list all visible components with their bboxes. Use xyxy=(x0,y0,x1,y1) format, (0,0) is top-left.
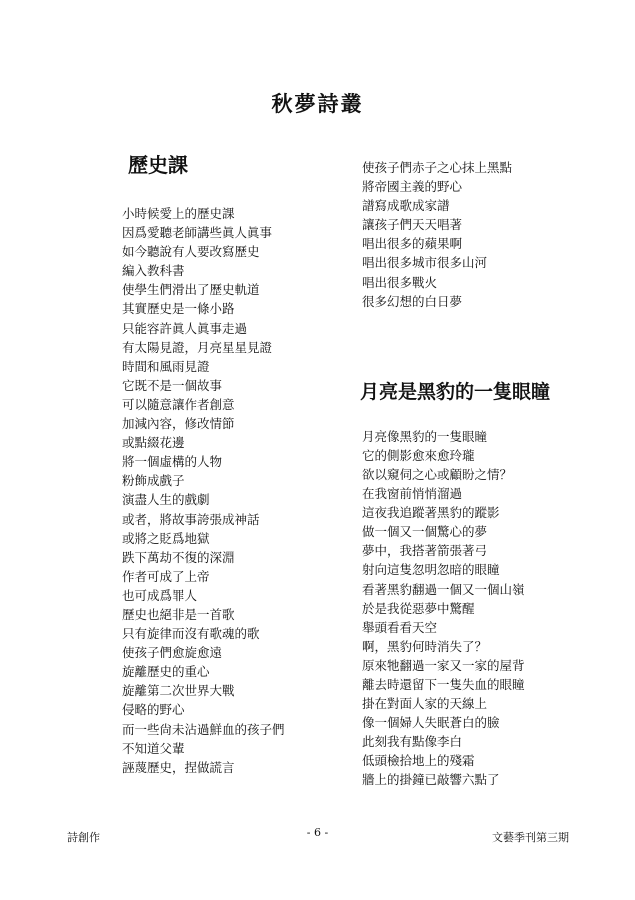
poem-line: 演盡人生的戲劇 xyxy=(122,492,210,508)
poem-line: 牆上的掛鐘已敲響六點了 xyxy=(362,772,500,788)
poem-line: 於是我從惡夢中驚醒 xyxy=(362,600,475,616)
poem-line: 做一個又一個驚心的夢 xyxy=(362,524,488,540)
poem-line: 看著黑豹翻過一個又一個山嶺 xyxy=(362,581,525,597)
poem-line: 歷史也絕非是一首歌 xyxy=(122,606,235,622)
poem-line: 欲以窺伺之心或顧盼之情？ xyxy=(362,466,513,482)
poem-line: 或者，將故事誇張成神話 xyxy=(122,511,260,527)
poem-line: 也可成爲罪人 xyxy=(122,587,198,603)
poem-line: 侵略的野心 xyxy=(122,702,185,718)
poem-line: 不知道父輩 xyxy=(122,740,185,756)
poem-line: 使孩子們愈旋愈遠 xyxy=(122,645,223,661)
poem-line: 而一些尙未沾過鮮血的孩子們 xyxy=(122,721,285,737)
poem-line: 作者可成了上帝 xyxy=(122,568,210,584)
poem-line: 唱出很多的蘋果啊 xyxy=(362,236,463,252)
column-right xyxy=(362,158,602,790)
footer-page-number: - 6 - xyxy=(306,826,329,839)
poem-line: 編入教科書 xyxy=(122,263,185,279)
poem-line: 在我窗前悄悄溜過 xyxy=(362,486,463,502)
poem-line: 其實歷史是一條小路 xyxy=(122,301,235,317)
poem-line: 夢中，我搭著箭張著弓 xyxy=(362,543,488,559)
poem-moon-panther-lines xyxy=(362,427,602,790)
poem-line: 月亮像黑豹的一隻眼瞳 xyxy=(362,428,488,444)
poem-line: 射向這隻忽明忽暗的眼瞳 xyxy=(362,562,500,578)
poem-line: 讓孩子們天天唱著 xyxy=(362,217,463,233)
poem-line: 時間和風雨見證 xyxy=(122,358,210,374)
poem-line: 旋離歷史的重心 xyxy=(122,664,210,680)
poem-line: 它的側影愈來愈玲瓏 xyxy=(362,447,475,463)
poem-line: 離去時還留下一隻失血的眼瞳 xyxy=(362,676,525,692)
page-title: 秋夢詩叢 xyxy=(271,91,364,116)
poem-line: 跌下萬劫不復的深淵 xyxy=(122,549,235,565)
poem-line: 因爲愛聽老師講些眞人眞事 xyxy=(122,225,273,241)
poem-line: 旋離第二次世界大戰 xyxy=(122,683,235,699)
poem-line: 將帝國主義的野心 xyxy=(362,179,463,195)
poem-line: 唱出很多城市很多山河 xyxy=(362,255,488,271)
poem-line: 只有旋律而沒有歌魂的歌 xyxy=(122,626,260,642)
poem-line: 使學生們滑出了歷史軌道 xyxy=(122,282,260,298)
poem-line: 啊，黑豹何時消失了？ xyxy=(362,638,488,654)
poem-line: 將一個虛構的人物 xyxy=(122,454,223,470)
poem-line: 如今聽說有人要改寫歷史 xyxy=(122,244,260,260)
footer-section-label: 詩創作 xyxy=(67,831,100,844)
poem-line: 粉飾成戲子 xyxy=(122,473,185,489)
poem-line: 舉頭看看天空 xyxy=(362,619,438,635)
poem-history-class-lines xyxy=(122,204,342,777)
poem-line: 它既不是一個故事 xyxy=(122,377,223,393)
poem-line: 譜寫成歌成家譜 xyxy=(362,198,450,214)
poem-line: 這夜我追蹤著黑豹的蹤影 xyxy=(362,505,500,521)
poem-line: 使孩子們赤子之心抹上黑點 xyxy=(362,160,513,175)
poem-line: 像一個婦人失眠蒼白的臉 xyxy=(362,715,500,731)
poem-line: 加減內容，修改情節 xyxy=(122,416,235,432)
poem-line: 有太陽見證，月亮星星見證 xyxy=(122,339,273,355)
poem-line: 或點綴花邊 xyxy=(122,435,185,451)
poem-line: 唱出很多戰火 xyxy=(362,274,438,290)
column-left xyxy=(122,150,342,777)
poem-line: 此刻我有點像李白 xyxy=(362,734,463,750)
poem-line: 只能容許眞人眞事走過 xyxy=(122,320,248,336)
poem-history-class-lines-continued xyxy=(362,158,602,311)
poem-line: 誣蔑歷史，捏做謊言 xyxy=(122,759,235,775)
poem-line: 可以隨意讓作者創意 xyxy=(122,396,235,412)
poem-line: 或將之貶爲地獄 xyxy=(122,530,210,546)
footer-publication: 文藝季刊第三期 xyxy=(492,831,569,844)
poem-line: 很多幻想的白日夢 xyxy=(362,293,463,309)
poem-line: 原來牠翻過一家又一家的屋背 xyxy=(362,657,525,673)
poem-line: 掛在對面人家的天線上 xyxy=(362,696,488,712)
poem-line: 低頭檢拾地上的殘霜 xyxy=(362,753,475,769)
section-spacer xyxy=(362,311,602,377)
poem-line: 小時候愛上的歷史課 xyxy=(122,206,235,221)
poem-title-moon-panther: 月亮是黑豹的一隻眼瞳 xyxy=(360,380,551,403)
poem-title-history-class: 歷史課 xyxy=(128,153,188,177)
